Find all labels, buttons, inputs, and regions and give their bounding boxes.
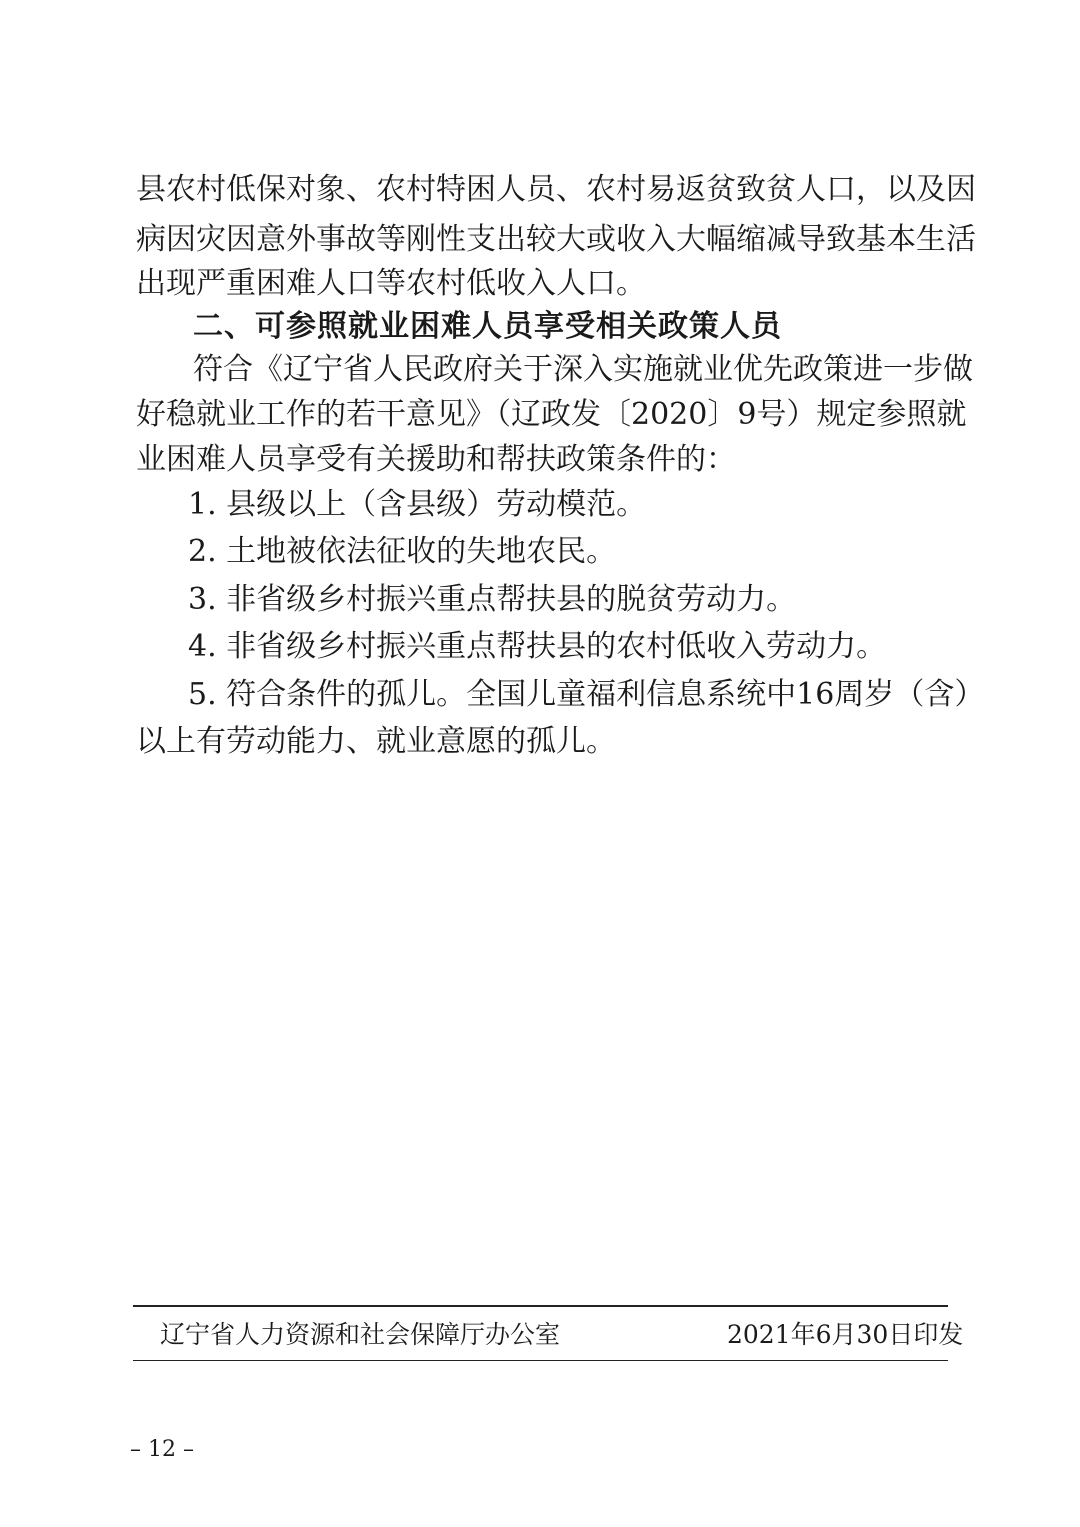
body-line: 出现严重困难人口等农村低收入人口。 [136,266,646,301]
body-line: 病因灾因意外事故等刚性支出较大或收入大幅缩减导致基本生活 [136,222,976,257]
list-item: 4. 非省级乡村振兴重点帮扶县的农村低收入劳动力。 [188,629,887,664]
body-line: 县农村低保对象、农村特困人员、农村易返贫致贫人口，以及因 [136,172,976,207]
footer-bottom-rule [133,1360,948,1361]
list-item: 3. 非省级乡村振兴重点帮扶县的脱贫劳动力。 [188,582,797,617]
section-heading: 二、可参照就业困难人员享受相关政策人员 [193,309,782,344]
list-item-continuation: 以上有劳动能力、就业意愿的孤儿。 [136,724,616,759]
list-item: 2. 土地被依法征收的失地农民。 [188,534,617,569]
body-line: 好稳就业工作的若干意见》（辽政发〔2020〕9号）规定参照就 [136,397,967,432]
body-line: 业困难人员享受有关援助和帮扶政策条件的： [136,442,736,477]
list-item: 1. 县级以上（含县级）劳动模范。 [188,487,647,522]
page-number: – 12 – [130,1437,194,1462]
list-item: 5. 符合条件的孤儿。全国儿童福利信息系统中16周岁（含） [188,677,985,712]
issue-date: 2021年6月30日印发 [727,1320,964,1349]
body-line: 符合《辽宁省人民政府关于深入实施就业优先政策进一步做 [193,352,973,387]
footer-top-rule [133,1305,948,1307]
issuer-name: 辽宁省人力资源和社会保障厅办公室 [160,1320,561,1349]
